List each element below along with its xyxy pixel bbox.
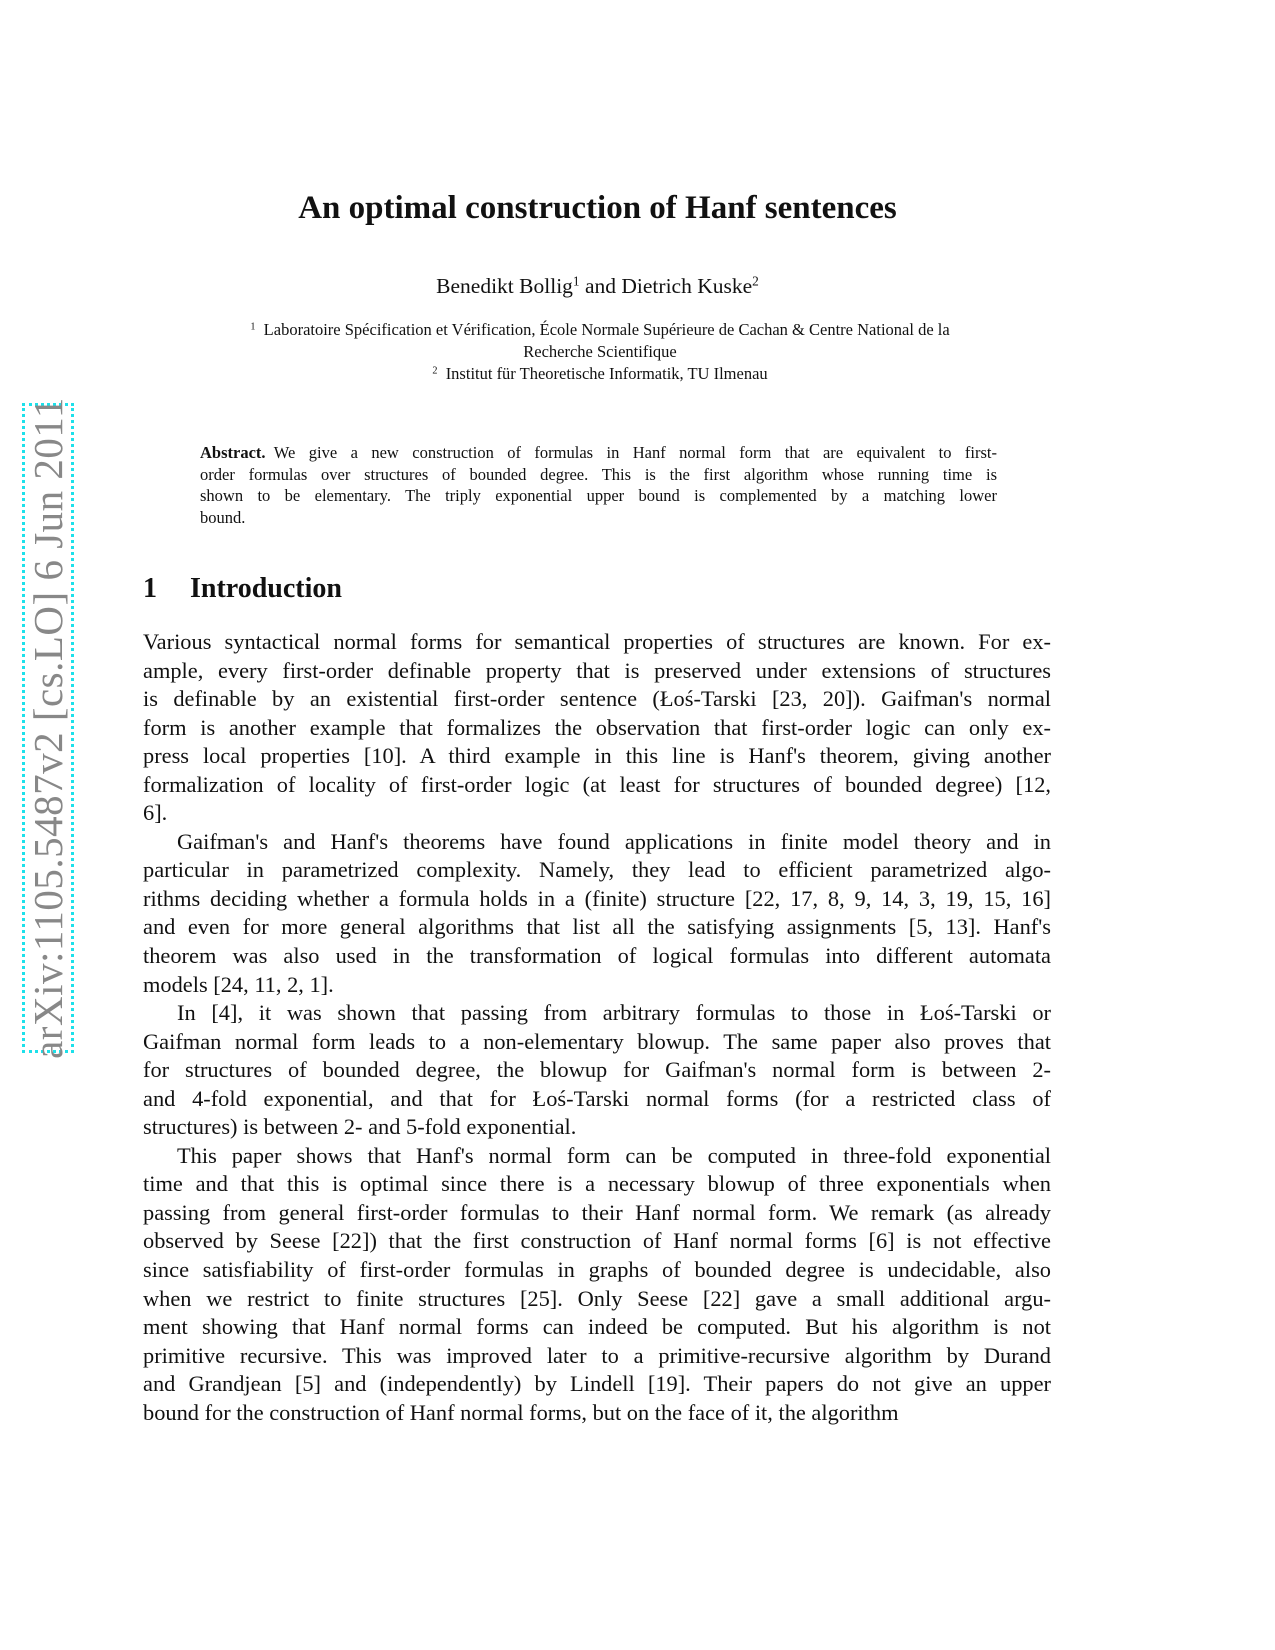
abstract-label: Abstract. bbox=[200, 443, 266, 462]
text-line: and 4-fold exponential, and that for Łoś-Tarski normal forms (for a restricted class of bbox=[143, 1085, 1051, 1111]
paragraph bbox=[143, 999, 1051, 1142]
text-line: and Grandjean [5] and (independently) by Lindell [19]. Their papers do not give an upper bbox=[143, 1371, 1051, 1397]
abstract bbox=[200, 442, 997, 529]
affiliation-text: Recherche Scientifique bbox=[523, 342, 677, 361]
section-heading bbox=[143, 573, 342, 605]
text-line: when we restrict to finite structures [25]. Only Seese [22] gave a small additional argu- bbox=[143, 1285, 1051, 1311]
text-line: 6]. bbox=[143, 800, 168, 826]
text-line: Gaifman normal form leads to a non-elementary blowup. The same paper also proves that bbox=[143, 1028, 1051, 1054]
text-line: primitive recursive. This was improved later to a primitive-recursive algorithm by Durand bbox=[143, 1342, 1051, 1368]
affiliation-text: Laboratoire Spécification et Vérification, École Normale Supérieure de Cachan & Centre National de la bbox=[263, 320, 950, 339]
author-name: Dietrich Kuske bbox=[621, 274, 753, 298]
text-line: theorem was also used in the transformation of logical formulas into different automata bbox=[143, 943, 1051, 969]
text-line: Gaifman's and Hanf's theorems have found applications in finite model theory and in bbox=[177, 828, 1051, 854]
author-separator: and bbox=[579, 274, 622, 298]
affiliation bbox=[160, 319, 1040, 363]
section-title: Introduction bbox=[190, 573, 342, 604]
text-line: and even for more general algorithms that list all the satisfying assignments [5, 13]. Hanf's bbox=[143, 914, 1051, 940]
text-line: models [24, 11, 2, 1]. bbox=[143, 971, 334, 997]
text-line: formalization of locality of first-order logic (at least for structures of bounded degree) [12, bbox=[143, 771, 1051, 797]
abstract-line bbox=[200, 464, 997, 486]
text-line: rithms deciding whether a formula holds in a (finite) structure [22, 17, 8, 9, 14, 3, 19, 15, 16] bbox=[143, 885, 1051, 911]
text-line: observed by Seese [22]) that the first construction of Hanf normal forms [6] is not effective bbox=[143, 1228, 1051, 1254]
text-line: form is another example that formalizes the observation that first-order logic can only ex- bbox=[143, 714, 1051, 740]
text-line: structures) is between 2- and 5-fold exponential. bbox=[143, 1114, 577, 1140]
abstract-line-text: bound. bbox=[200, 508, 246, 528]
text-line: since satisfiability of first-order formulas in graphs of bounded degree is undecidable, also bbox=[143, 1257, 1051, 1283]
affiliation-marker: 1 bbox=[572, 273, 580, 289]
affiliation-text: Institut für Theoretische Informatik, TU Ilmenau bbox=[445, 364, 768, 383]
text-line: ample, every first-order definable property that is preserved under extensions of structures bbox=[143, 657, 1051, 683]
paragraph bbox=[143, 628, 1051, 828]
text-line: ment showing that Hanf normal forms can indeed be computed. But his algorithm is not bbox=[143, 1314, 1051, 1340]
author-name: Benedikt Bollig bbox=[436, 274, 573, 298]
abstract-line-text: shown to be elementary. The triply exponential upper bound is complemented by a matching lower bbox=[200, 486, 997, 506]
abstract-line-text: order formulas over structures of bounded degree. This is the first algorithm whose running time is bbox=[200, 464, 997, 484]
text-line: passing from general first-order formulas to their Hanf normal form. We remark (as already bbox=[143, 1199, 1051, 1225]
affiliation-number: 2 bbox=[432, 365, 438, 377]
affiliation-number: 1 bbox=[250, 321, 256, 333]
authors bbox=[0, 274, 1195, 299]
arxiv-stamp bbox=[22, 397, 74, 1059]
text-line: for structures of bounded degree, the blowup for Gaifman's normal form is between 2- bbox=[143, 1057, 1051, 1083]
body-text bbox=[143, 628, 1051, 1427]
text-line: This paper shows that Hanf's normal form can be computed in three-fold exponential bbox=[177, 1142, 1051, 1168]
abstract-line bbox=[200, 485, 997, 507]
arxiv-identifier: arXiv:1105.5487v2 [cs.LO] 6 Jun 2011 bbox=[25, 397, 71, 1059]
affiliation bbox=[160, 363, 1040, 385]
text-line: press local properties [10]. A third example in this line is Hanf's theorem, giving another bbox=[143, 743, 1051, 769]
text-line: bound for the construction of Hanf normal forms, but on the face of it, the algorithm bbox=[143, 1399, 899, 1425]
abstract-line-text: We give a new construction of formulas in Hanf normal form that are equivalent to first- bbox=[273, 443, 997, 462]
affiliation-marker: 2 bbox=[752, 273, 759, 289]
abstract-line bbox=[200, 442, 997, 464]
paragraph bbox=[143, 1142, 1051, 1427]
paper-title: An optimal construction of Hanf sentences bbox=[298, 190, 897, 226]
abstract-line bbox=[200, 507, 997, 529]
text-line: time and that this is optimal since there is a necessary blowup of three exponentials when bbox=[143, 1171, 1051, 1197]
text-line: Various syntactical normal forms for semantical properties of structures are known. For ex- bbox=[143, 629, 1051, 654]
text-line: In [4], it was shown that passing from arbitrary formulas to those in Łoś-Tarski or bbox=[177, 1000, 1051, 1026]
paragraph bbox=[143, 828, 1051, 999]
text-line: is definable by an existential first-order sentence (Łoś-Tarski [23, 20]). Gaifman's normal bbox=[143, 686, 1051, 712]
section-number: 1 bbox=[143, 573, 157, 604]
text-line: particular in parametrized complexity. Namely, they lead to efficient parametrized algo- bbox=[143, 857, 1051, 883]
